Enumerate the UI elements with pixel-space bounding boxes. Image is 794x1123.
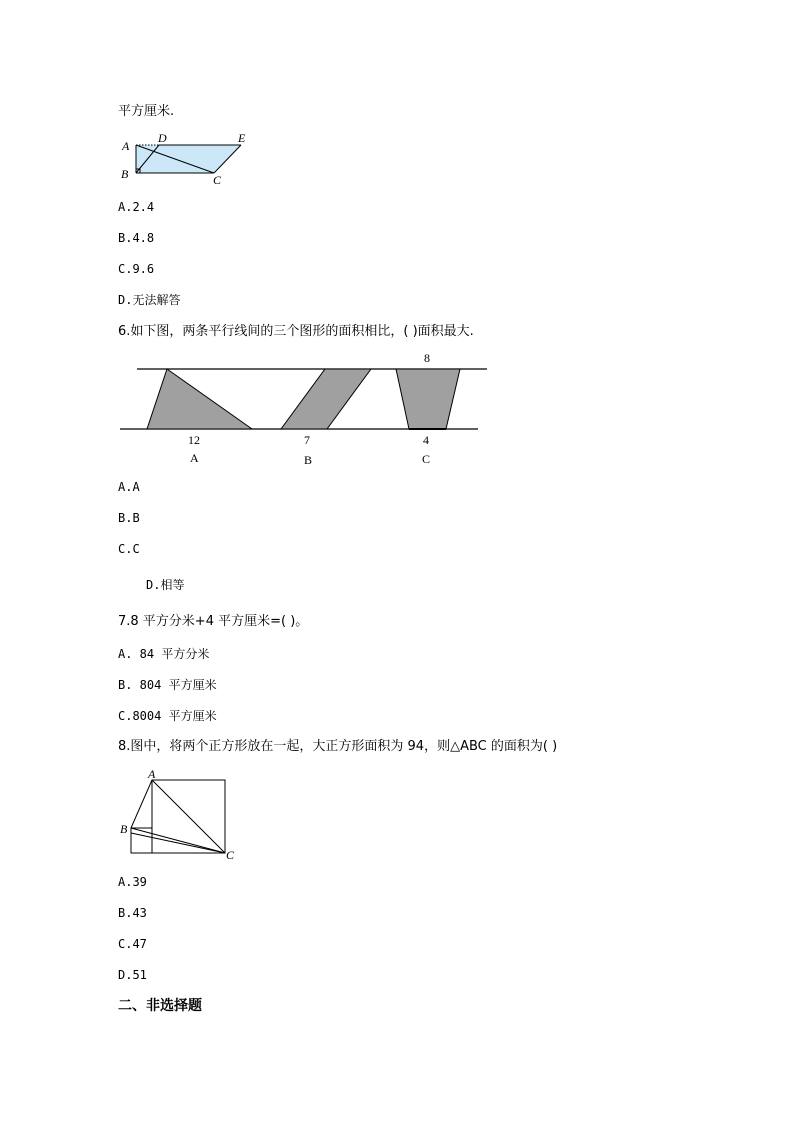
q6-label-12: 12: [188, 433, 200, 447]
q8-line-bc: [131, 828, 225, 853]
q7-option-c[interactable]: C.8004 平方厘米: [118, 709, 217, 723]
q5-label-e: E: [238, 131, 246, 145]
q8-option-b[interactable]: B.43: [118, 906, 147, 920]
q5-label-a: A: [122, 139, 130, 153]
q6-letter-b: B: [304, 453, 313, 467]
q6-shape-triangle: [147, 369, 252, 429]
q6-option-d[interactable]: D.相等: [146, 578, 185, 592]
q5-label-b: B: [121, 167, 129, 181]
q8-stem: 8.图中，将两个正方形放在一起，大正方形面积为 94，则△ABC 的面积为( ): [118, 739, 558, 754]
q8-line-ab: [131, 780, 152, 828]
q8-label-a: A: [148, 767, 156, 781]
q6-option-c[interactable]: C.C: [118, 542, 140, 556]
q6-letter-a: A: [190, 451, 199, 465]
q5-option-a[interactable]: A.2.4: [118, 200, 155, 214]
q8-label-b: B: [120, 822, 128, 836]
q6-label-top-8: 8: [424, 351, 430, 365]
q7-option-a[interactable]: A. 84 平方分米: [118, 647, 210, 661]
q5-option-c[interactable]: C.9.6: [118, 262, 155, 276]
q6-label-4: 4: [423, 433, 429, 447]
q6-label-7: 7: [304, 433, 310, 447]
q8-label-c: C: [226, 848, 235, 862]
q6-shape-trapezoid: [396, 369, 460, 429]
q8-option-d[interactable]: D.51: [118, 968, 147, 982]
section-title: 二、非选择题: [118, 998, 202, 1014]
q8-small-square: [131, 828, 152, 853]
q5-option-d[interactable]: D.无法解答: [118, 293, 181, 307]
q7-option-b[interactable]: B. 804 平方厘米: [118, 678, 217, 692]
q6-letter-c: C: [422, 452, 431, 466]
q5-option-b[interactable]: B.4.8: [118, 231, 155, 245]
q5-label-c: C: [213, 173, 222, 187]
q6-figure: [0, 345, 794, 470]
q6-option-b[interactable]: B.B: [118, 511, 140, 525]
q8-option-a[interactable]: A.39: [118, 875, 147, 889]
q6-option-a[interactable]: A.A: [118, 480, 140, 494]
q8-figure: [0, 762, 794, 866]
q6-stem: 6.如下图，两条平行线间的三个图形的面积相比，( )面积最大.: [118, 324, 474, 339]
q5-parallelogram: [136, 145, 241, 173]
q8-option-c[interactable]: C.47: [118, 937, 147, 951]
q8-line-inner: [131, 833, 225, 853]
q8-line-ac: [152, 780, 225, 853]
q7-stem: 7.8 平方分米+4 平方厘米=( )。: [118, 614, 309, 629]
q5-stem-tail: 平方厘米.: [118, 104, 175, 119]
q6-shape-parallelogram: [281, 369, 371, 429]
q5-label-d: D: [158, 131, 167, 145]
q5-figure: [116, 130, 256, 186]
